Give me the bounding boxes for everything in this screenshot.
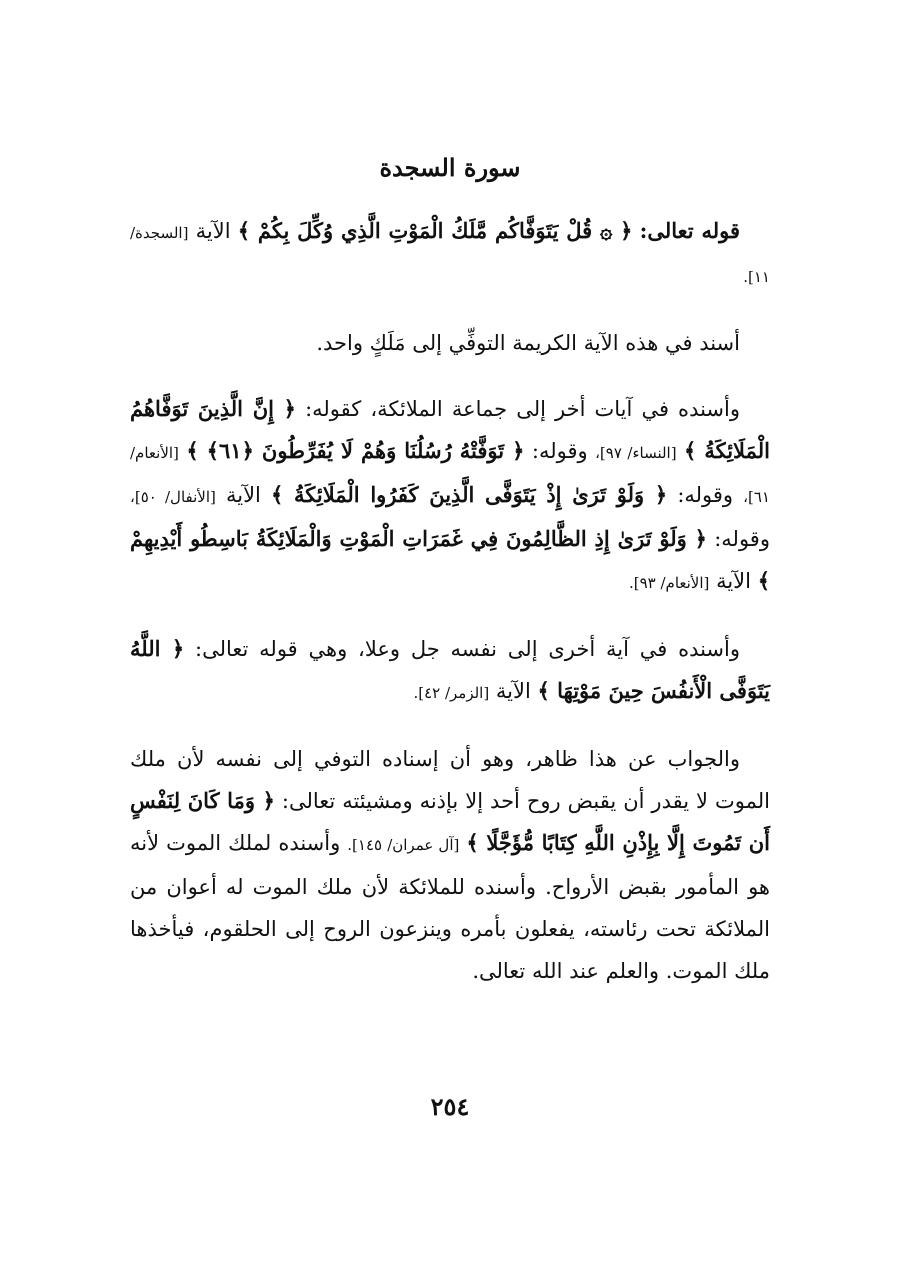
page-body: [130, 148, 770, 1016]
quran-verse: ﴿ وَلَوْ تَرَىٰ إِذِ الظَّالِمُونَ فِي غَمَرَاتِ الْمَوْتِ وَالْمَلَائِكَةُ بَاسِطُو أَيْدِيهِمْ ﴾: [130, 526, 770, 593]
text-segment: والجواب عن هذا ظاهر، وهو أن إسناده التوفي إلى نفسه لأن ملك الموت لا يقدر أن يقبض روح أحد إلا بإذنه ومشيئته تعالى:: [130, 747, 770, 813]
verse-reference: [الزمر/ ٤٢].: [413, 684, 490, 702]
text-segment: الآية: [495, 679, 531, 703]
paragraph-5: [130, 738, 770, 992]
text-segment: وأسنده في آيات أخر إلى جماعة الملائكة، كقوله:: [305, 397, 740, 421]
text-segment: الآية: [225, 483, 261, 507]
quran-verse: ﴿ إِنَّ الَّذِينَ تَوَفَّاهُمُ الْمَلَائِكَةُ ﴾: [130, 396, 770, 463]
text-segment: الآية: [716, 569, 751, 593]
verse-reference: [الأنفال/ ٥٠]،: [130, 488, 216, 506]
paragraph-3: [130, 388, 770, 604]
quran-verse: ﴿ تَوَفَّتْهُ رُسُلُنَا وَهُمْ لَا يُفَرِّطُونَ ﴿٦١﴾ ﴾: [186, 438, 525, 463]
quran-verse: ﴿ ۞ قُلْ يَتَوَفَّاكُم مَّلَكُ الْمَوْتِ الَّذِي وُكِّلَ بِكُمْ ﴾: [237, 218, 633, 243]
text-segment: وقوله:: [714, 527, 770, 551]
page-number: ٢٥٤: [430, 1092, 470, 1121]
paragraph-2: أسند في هذه الآية الكريمة التوفِّي إلى مَلَكٍ واحد.: [316, 331, 740, 355]
paragraph-1: [130, 210, 770, 298]
paragraph-4: [130, 628, 770, 714]
text-segment: وأسنده في آية أخرى إلى نفسه جل وعلا، وهي قوله تعالى:: [195, 637, 740, 661]
quran-verse: ﴿ وَمَا كَانَ لِنَفْسٍ أَن تَمُوتَ إِلَّا بِإِذْنِ اللَّهِ كِتَابًا مُّؤَجَّلًا ﴾: [130, 788, 770, 855]
verse-reference: [الأنعام/ ٦١]،: [130, 444, 770, 506]
verse-reference: [السجدة/ ١١].: [130, 224, 770, 286]
verse-note: الآية: [195, 219, 231, 243]
quran-verse: ﴿ وَلَوْ تَرَىٰ إِذْ يَتَوَفَّى الَّذِينَ كَفَرُوا الْمَلَائِكَةُ ﴾: [270, 482, 668, 507]
verse-reference: [آل عمران/ ١٤٥].: [347, 836, 460, 854]
text-segment: وقوله:: [531, 439, 588, 463]
text-segment: وأسنده لملك الموت لأنه هو المأمور بقبض الأرواح. وأسنده للملائكة لأن ملك الموت له أعوان من الملائكة تحت رئاسته، يفعلون بأمره وينزعون الروح إلى الحلقوم، فيأخذها ملك الموت. والعلم عند الله تعالى.: [130, 831, 770, 983]
quran-verse: ﴿ اللَّهُ يَتَوَفَّى الْأَنفُسَ حِينَ مَوْتِهَا ﴾: [130, 636, 770, 703]
verse-reference: [النساء/ ٩٧]،: [595, 444, 677, 462]
text-segment: وقوله:: [677, 483, 734, 507]
surah-title: سورة السجدة: [379, 153, 521, 182]
lead-phrase: قوله تعالى:: [639, 218, 740, 243]
verse-reference: [الأنعام/ ٩٣].: [628, 574, 710, 592]
